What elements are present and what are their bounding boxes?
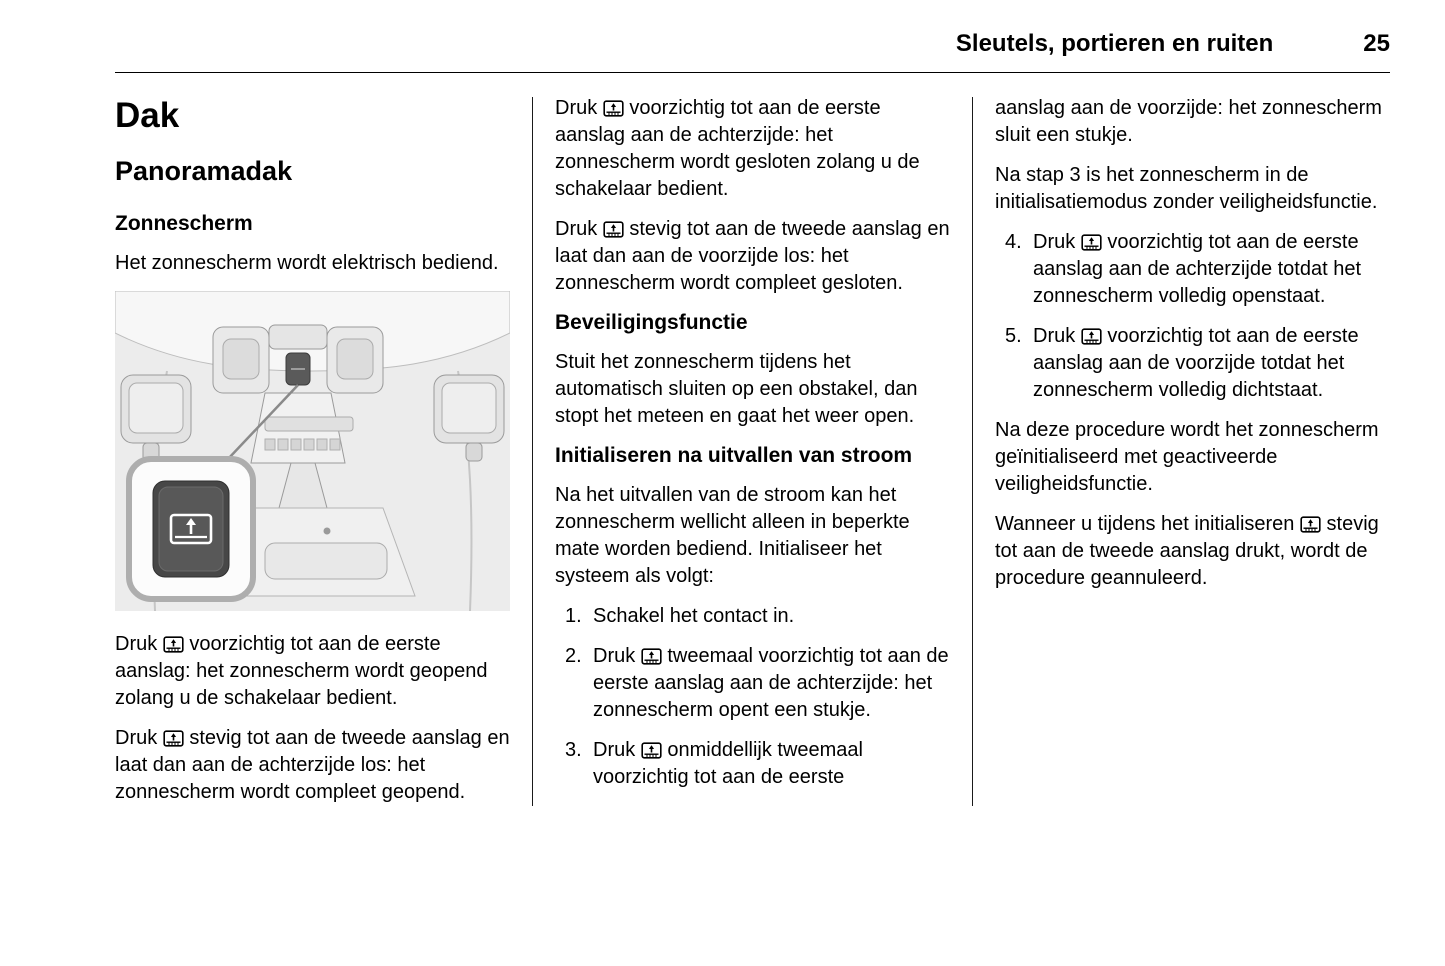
list-item-number: 5. (1005, 325, 1022, 347)
list-item-text: Druk voorzichtig tot aan de eerste aanslag aan de voorzijde totdat het zonnescherm volledig dichtstaat. (1033, 325, 1359, 401)
paragraph: Druk stevig tot aan de tweede aanslag en laat dan aan de voorzijde los: het zonnescherm wordt compleet gesloten. (555, 218, 950, 294)
paragraph: Na het uitvallen van de stroom kan het zonnescherm wellicht alleen in beperkte mate worden bediend. Initialiseer het systeem als volgt: (555, 484, 910, 588)
callout-box (129, 459, 253, 599)
list-item-text: Druk tweemaal voorzichtig tot aan de eerste aanslag aan de achterzijde: het zonnescherm opent een stukje. (593, 645, 949, 722)
sunroof-switch (286, 353, 310, 385)
paragraph: Na deze procedure wordt het zonnescherm geïnitialiseerd met geactiveerde veiligheidsfunctie. (995, 419, 1379, 495)
paragraph: Druk stevig tot aan de tweede aanslag en laat dan aan de achterzijde los: het zonnescherm wordt compleet geopend. (115, 726, 510, 803)
heading-panoramadak: Panoramadak (115, 155, 293, 186)
list-item (555, 603, 950, 630)
sunroof-switch-icon (641, 648, 662, 665)
list-item-number: 1. (565, 605, 582, 628)
chapter-title: Sleutels, portieren en ruiten (955, 30, 1274, 57)
content-columns (115, 95, 1390, 806)
list-item-number: 3. (565, 739, 582, 762)
paragraph: Wanneer u tijdens het initialiseren stevig tot aan de tweede aanslag drukt, wordt de procedure geannuleerd. (995, 513, 1379, 589)
column-left (115, 95, 510, 806)
list-item-text: Schakel het contact in. (593, 605, 795, 628)
list-item-number: 4. (1005, 231, 1022, 253)
list-item-text: Druk onmiddellijk tweemaal voorzichtig tot aan de eerste (593, 739, 863, 789)
intro-paragraph: Het zonnescherm wordt elektrisch bediend. (115, 251, 499, 274)
column-middle (555, 95, 950, 806)
page-number: 25 (1363, 30, 1390, 57)
list-item (555, 737, 950, 791)
paragraph: Druk voorzichtig tot aan de eerste aanslag aan de achterzijde: het zonnescherm wordt gesloten zolang u de schakelaar bedient. (555, 97, 920, 200)
heading-initialiseren: Initialiseren na uitvallen van stroom (555, 444, 913, 468)
list-item-text: Druk voorzichtig tot aan de eerste aanslag aan de achterzijde totdat het zonnescherm volledig openstaat. (1033, 231, 1362, 307)
column-divider (972, 97, 973, 806)
heading-dak: Dak (115, 96, 180, 135)
sunroof-switch-icon (603, 100, 624, 117)
list-item-number: 2. (565, 645, 582, 668)
note-paragraph: Na stap 3 is het zonnescherm in de initialisatiemodus zonder veiligheidsfunctie. (995, 164, 1378, 213)
column-divider (532, 97, 533, 806)
list-item (995, 229, 1390, 310)
sunroof-switch-icon (1300, 516, 1321, 533)
sunroof-switch-icon (603, 221, 624, 238)
paragraph: Druk voorzichtig tot aan de eerste aanslag: het zonnescherm wordt geopend zolang u de schakelaar bedient. (115, 632, 488, 709)
list-item (555, 643, 950, 724)
heading-zonnescherm: Zonnescherm (115, 211, 253, 235)
sunroof-switch-icon (1081, 328, 1102, 345)
sunroof-switch-icon (163, 730, 184, 747)
roof-illustration (115, 291, 510, 611)
column-right (995, 95, 1390, 806)
sunroof-switch-icon (641, 742, 662, 759)
list-continuation: aanslag aan de voorzijde: het zonnescherm sluit een stukje. (995, 97, 1382, 146)
sunroof-switch-icon (1081, 234, 1102, 251)
list-item (995, 323, 1390, 404)
sunroof-switch-icon (163, 636, 184, 653)
page-header (115, 30, 1390, 73)
paragraph: Stuit het zonnescherm tijdens het automatisch sluiten op een obstakel, dan stopt het meteen en gaat het weer open. (555, 351, 918, 428)
heading-beveiligingsfunctie: Beveiligingsfunctie (555, 311, 748, 334)
